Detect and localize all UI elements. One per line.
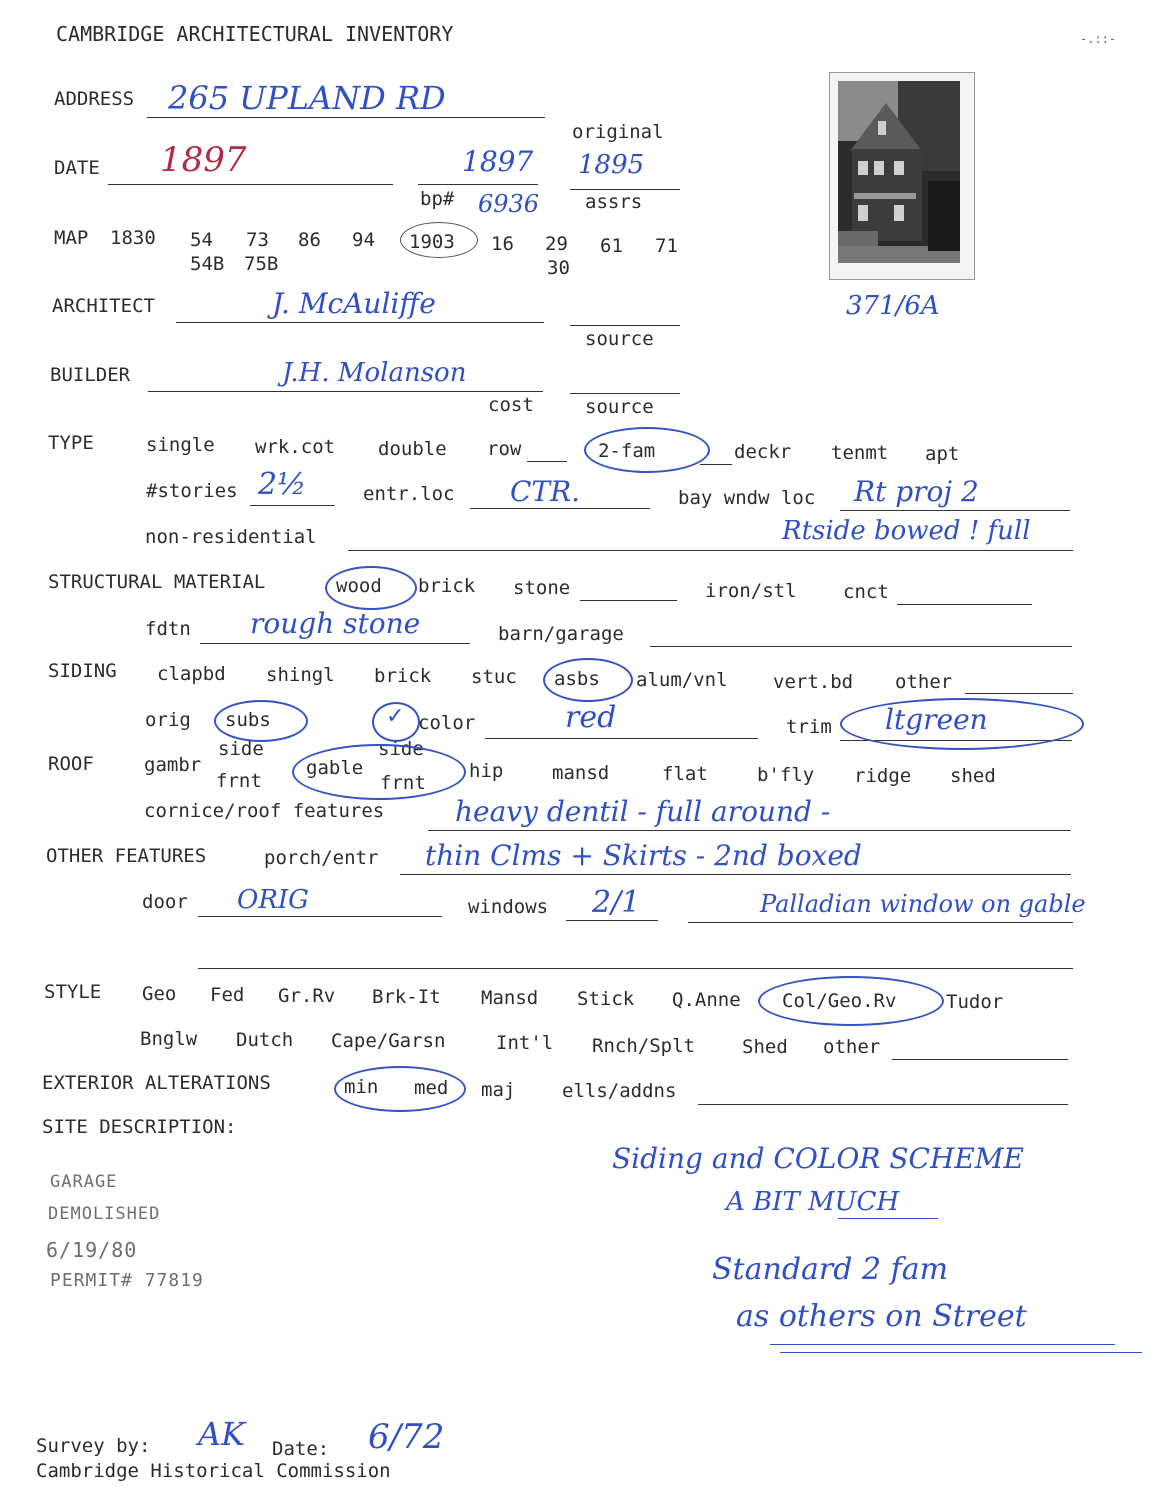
- orig-subs-circle: [214, 700, 308, 742]
- windows-line: [566, 920, 658, 921]
- site-note-4: PERMIT# 77819: [50, 1270, 204, 1291]
- architect-value: J. McAuliffe: [272, 287, 436, 320]
- alteration-min-med-circle: [334, 1066, 466, 1112]
- map-year-54b: 54B: [190, 253, 225, 275]
- corner-mark: -.::-: [1080, 32, 1117, 46]
- type-double: double: [378, 438, 447, 460]
- map-year-61: 61: [600, 235, 623, 257]
- original-label: original: [572, 121, 664, 143]
- trim-value: ltgreen: [885, 703, 988, 736]
- windows-label: windows: [468, 896, 549, 918]
- cornice-label: cornice/roof features: [144, 800, 385, 822]
- door-line: [198, 916, 442, 917]
- ells-addns-line: [698, 1104, 1068, 1105]
- alteration-ells-addns: ells/addns: [562, 1080, 677, 1102]
- porch-value: thin Clms + Skirts - 2nd boxed: [425, 839, 862, 872]
- comment-line-4: as others on Street: [736, 1299, 1027, 1334]
- style-fed: Fed: [210, 984, 245, 1006]
- style-label: STYLE: [44, 981, 102, 1003]
- color-label: color: [418, 712, 476, 734]
- structural-stone: stone: [513, 577, 571, 599]
- map-label: MAP: [54, 227, 89, 249]
- fdtn-value: rough stone: [250, 607, 421, 640]
- structural-stone-line: [580, 600, 677, 601]
- cost-label: cost: [488, 394, 534, 416]
- source-line: [570, 393, 680, 394]
- style-dutch: Dutch: [236, 1029, 294, 1051]
- trim-label: trim: [786, 716, 832, 738]
- map-year-71: 71: [655, 235, 678, 257]
- roof-flat: flat: [662, 763, 708, 785]
- roof-gambr: gambr: [144, 754, 202, 776]
- comment-line-1: Siding and COLOR SCHEME: [612, 1142, 1024, 1175]
- bp-year: 1897: [462, 145, 534, 178]
- type-row-line: [527, 461, 567, 462]
- roof-frnt-1: frnt: [216, 770, 262, 792]
- type-2-fam-circle: [584, 427, 710, 473]
- type-tenmt: tenmt: [831, 442, 889, 464]
- style-col-geo-rv: Col/Geo.Rv: [782, 990, 897, 1012]
- style-cape-garsn: Cape/Garsn: [331, 1030, 446, 1052]
- survey-by-value: AK: [198, 1415, 246, 1453]
- siding-stuc: stuc: [471, 666, 517, 688]
- architect-label: ARCHITECT: [52, 295, 155, 317]
- bay-wndw-loc-value: Rt proj 2: [854, 475, 979, 508]
- site-note-2: DEMOLISHED: [48, 1204, 161, 1224]
- date-value: 1897: [160, 140, 247, 180]
- date-label: DATE: [54, 157, 100, 179]
- style-mansd: Mansd: [481, 987, 539, 1009]
- door-label: door: [142, 891, 188, 913]
- windows-value: 2/1: [592, 885, 641, 920]
- bay-note-value: Rtside bowed ! full: [782, 516, 1031, 546]
- roof-shed: shed: [950, 765, 996, 787]
- type-deckr: deckr: [734, 441, 792, 463]
- comment-underline-2: [770, 1344, 1115, 1345]
- barn-garage-label: barn/garage: [498, 623, 624, 645]
- bay-wndw-loc-line: [840, 510, 1070, 511]
- map-year-54: 54: [190, 229, 213, 251]
- builder-line: [148, 391, 543, 392]
- orig-subs: subs: [225, 709, 271, 731]
- structural-cnct: cnct: [843, 581, 889, 603]
- form-title: CAMBRIDGE ARCHITECTURAL INVENTORY: [56, 22, 454, 46]
- bp-line: [418, 184, 538, 185]
- roof-side-2: side: [378, 738, 424, 760]
- type-deckr-line: [700, 464, 732, 465]
- style-gr-rv: Gr.Rv: [278, 985, 336, 1007]
- architect-line: [176, 322, 544, 323]
- type-wrk-cot: wrk.cot: [255, 436, 336, 458]
- builder-label: BUILDER: [50, 364, 131, 386]
- style-col-geo-rv-circle: [758, 976, 944, 1026]
- map-1903-circle: [400, 222, 478, 258]
- original-year: 1895: [578, 150, 645, 180]
- siding-asbs-circle: [543, 658, 633, 702]
- siding-label: SIDING: [48, 660, 117, 682]
- style-intl: Int'l: [496, 1032, 554, 1054]
- other-features-label: OTHER FEATURES: [46, 845, 207, 867]
- survey-date-label: Date:: [272, 1438, 330, 1460]
- site-note-3: 6/19/80: [46, 1238, 138, 1262]
- roof-bfly: b'fly: [757, 764, 815, 786]
- map-year-1830: 1830: [110, 227, 156, 249]
- alteration-med: med: [414, 1077, 449, 1099]
- style-shed: Shed: [742, 1036, 788, 1058]
- color-line: [485, 738, 758, 739]
- survey-by-label: Survey by:: [36, 1435, 151, 1457]
- style-brk-it: Brk-It: [372, 986, 441, 1008]
- roof-hip: hip: [469, 760, 504, 782]
- entr-loc-label: entr.loc: [363, 483, 455, 505]
- siding-clapbd: clapbd: [157, 663, 226, 685]
- porch-label: porch/entr: [264, 847, 379, 869]
- roof-gable: gable: [306, 757, 364, 779]
- type-label: TYPE: [48, 432, 94, 454]
- style-other-line: [892, 1059, 1068, 1060]
- siding-asbs: asbs: [554, 668, 600, 690]
- style-rnch-splt: Rnch/Splt: [592, 1035, 695, 1057]
- roof-mansd: mansd: [552, 762, 610, 784]
- siding-vert-bd: vert.bd: [773, 671, 854, 693]
- style-stick: Stick: [577, 988, 635, 1010]
- builder-value: J.H. Molanson: [282, 358, 467, 388]
- orig-check-mark: ✓: [386, 704, 405, 729]
- architect-source-line: [570, 325, 680, 326]
- site-note-1: GARAGE: [50, 1172, 118, 1192]
- original-line: [570, 189, 680, 190]
- map-year-94: 94: [352, 229, 375, 251]
- type-2-fam: 2-fam: [598, 440, 656, 462]
- type-apt: apt: [925, 443, 960, 465]
- stories-line: [250, 505, 335, 506]
- exterior-alterations-label: EXTERIOR ALTERATIONS: [42, 1072, 271, 1094]
- trim-circle: [840, 698, 1084, 750]
- cornice-line: [428, 830, 1071, 831]
- map-year-73: 73: [246, 229, 269, 251]
- comment-line-3: Standard 2 fam: [712, 1252, 949, 1287]
- house-image: [838, 81, 960, 263]
- siding-other-line: [965, 693, 1073, 694]
- alteration-maj: maj: [481, 1079, 516, 1101]
- windows-note: Palladian window on gable: [760, 890, 1086, 918]
- roof-ridge: ridge: [854, 765, 912, 787]
- structural-cnct-line: [897, 604, 1032, 605]
- door-value: ORIG: [237, 885, 309, 915]
- bp-label: bp#: [420, 188, 455, 210]
- assrs-label: assrs: [585, 191, 643, 213]
- address-line: [147, 117, 545, 118]
- map-year-86: 86: [298, 229, 321, 251]
- style-other: other: [823, 1036, 881, 1058]
- style-tudor: Tudor: [946, 991, 1004, 1013]
- siding-alum-vnl: alum/vnl: [636, 669, 728, 691]
- photo-number: 371/6A: [846, 291, 940, 321]
- commission-label: Cambridge Historical Commission: [36, 1460, 391, 1482]
- orig-label: orig: [145, 709, 191, 731]
- address-value: 265 UPLAND RD: [168, 79, 446, 117]
- siding-other: other: [895, 671, 953, 693]
- non-residential-label: non-residential: [145, 526, 317, 548]
- roof-frnt-2: frnt: [380, 772, 426, 794]
- comment-underline-3: [780, 1352, 1142, 1353]
- style-geo: Geo: [142, 983, 177, 1005]
- alteration-min: min: [344, 1076, 379, 1098]
- map-year-75b: 75B: [244, 253, 279, 275]
- site-description-label: SITE DESCRIPTION:: [42, 1116, 237, 1138]
- style-q-anne: Q.Anne: [672, 989, 741, 1011]
- structural-iron-stl: iron/stl: [705, 580, 797, 602]
- survey-date-value: 6/72: [368, 1417, 445, 1457]
- roof-label: ROOF: [48, 753, 94, 775]
- roof-gable-frnt-circle: [292, 744, 466, 800]
- color-value: red: [565, 700, 617, 735]
- structural-wood-circle: [325, 566, 417, 610]
- type-row: row: [487, 438, 522, 460]
- siding-brick: brick: [374, 665, 432, 687]
- stories-label: #stories: [146, 480, 238, 502]
- date-line: [108, 184, 393, 185]
- map-year-30: 30: [547, 257, 570, 279]
- porch-line: [400, 874, 1071, 875]
- structural-brick: brick: [418, 575, 476, 597]
- builder-source-label: source: [585, 396, 654, 418]
- address-label: ADDRESS: [54, 88, 135, 110]
- comment-line-2: A BIT MUCH: [726, 1187, 900, 1217]
- bay-wndw-loc-label: bay wndw loc: [678, 487, 816, 509]
- house-photo: [829, 72, 975, 280]
- siding-shingl: shingl: [266, 664, 335, 686]
- cornice-value: heavy dentil - full around -: [455, 795, 831, 828]
- architect-source-label: source: [585, 328, 654, 350]
- fdtn-label: fdtn: [145, 618, 191, 640]
- map-year-16: 16: [491, 233, 514, 255]
- map-year-1903: 1903: [409, 231, 455, 253]
- fdtn-line: [200, 643, 470, 644]
- entr-loc-line: [470, 508, 650, 509]
- map-year-29: 29: [545, 233, 568, 255]
- structural-material-label: STRUCTURAL MATERIAL: [48, 571, 266, 593]
- entr-loc-value: CTR.: [510, 475, 581, 508]
- comment-underline-1: [838, 1218, 938, 1219]
- type-single: single: [146, 434, 215, 456]
- non-residential-line: [348, 550, 1073, 551]
- orig-check-circle: [372, 702, 420, 742]
- bp-number: 6936: [478, 190, 540, 218]
- stories-value: 2½: [258, 467, 307, 502]
- roof-side-1: side: [218, 738, 264, 760]
- barn-garage-line: [650, 646, 1072, 647]
- structural-wood: wood: [336, 575, 382, 597]
- windows-note-line: [688, 922, 1073, 923]
- style-bnglw: Bnglw: [140, 1028, 198, 1050]
- blank-line-1: [198, 968, 1073, 969]
